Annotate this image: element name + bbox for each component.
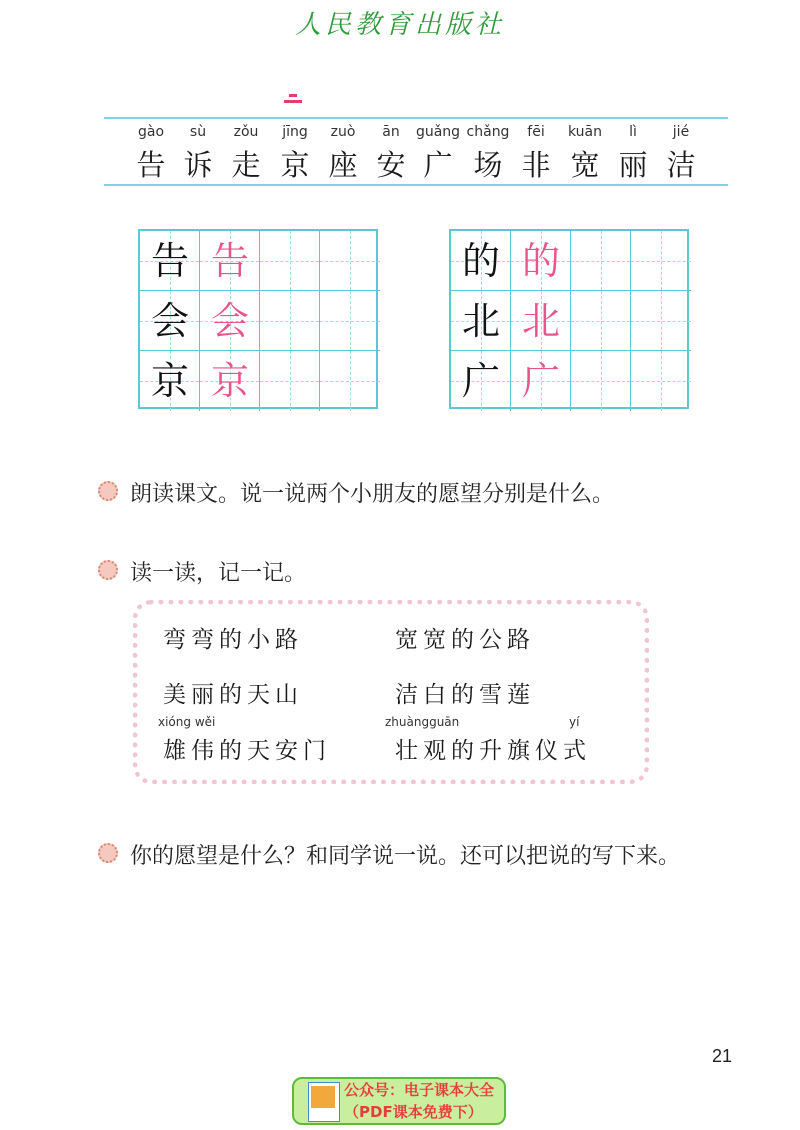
word-bar-hanzi (0, 143, 800, 182)
grid-practice-cell[interactable] (571, 351, 631, 411)
publisher-logo-text: 人民教育出版社 (294, 10, 505, 40)
pinyin-chang: chǎng (466, 124, 510, 140)
hanzi-su: 诉 (183, 148, 213, 182)
grid-model-char: 北 (461, 299, 500, 343)
pinyin-an: ān (382, 124, 400, 140)
hanzi-jie: 洁 (666, 148, 696, 182)
grid-trace-char: 京 (210, 359, 249, 403)
hanzi-kuan: 宽 (570, 148, 600, 182)
grid-practice-cell[interactable] (320, 231, 380, 291)
grid-model-char: 告 (150, 239, 189, 283)
pinyin-xiongwei: xióng wěi (158, 715, 216, 729)
grid-practice-cell[interactable] (260, 351, 320, 411)
task-share-wish: 你的愿望是什么？和同学说一说。还可以把说的写下来。 (130, 844, 681, 869)
pinyin-li: lì (629, 124, 637, 140)
flower-bullet-icon (98, 481, 118, 501)
flower-bullet-icon (98, 843, 118, 863)
grid-trace-char: 告 (210, 239, 249, 283)
grid-practice-cell[interactable] (571, 291, 631, 351)
writing-grid-left (138, 229, 378, 409)
grid-practice-cell[interactable] (631, 291, 691, 351)
grid-practice-cell[interactable] (631, 231, 691, 291)
grid-model-char: 的 (461, 239, 500, 283)
hanzi-zou: 走 (231, 148, 261, 182)
grid-practice-cell[interactable] (320, 291, 380, 351)
grid-model-char: 京 (150, 359, 189, 403)
word-bar-top-line (104, 117, 728, 119)
grid-model-char: 广 (461, 359, 500, 403)
hanzi-jing: 京 (280, 148, 310, 182)
badge-line-2: （PDF课本免费下） (344, 1103, 483, 1121)
word-bar-bottom-line (104, 184, 728, 186)
hanzi-guang: 广 (423, 148, 453, 182)
task-read-remember: 读一读，记一记。 (130, 561, 307, 586)
hanzi-li: 丽 (618, 148, 648, 182)
phrase-zhuangguan-shengqi: 壮观的升旗仪式 (395, 738, 591, 764)
badge-line-1: 公众号：电子课本大全 (344, 1081, 495, 1099)
hanzi-fei: 非 (521, 148, 551, 182)
pinyin-zou: zǒu (233, 124, 259, 140)
pinyin-jie: jié (672, 124, 690, 140)
grid-trace-char: 北 (521, 299, 560, 343)
hanzi-an: 安 (376, 148, 406, 182)
pinyin-kuan: kuān (567, 124, 603, 140)
phrase-jiebai-xuelian: 洁白的雪莲 (395, 682, 535, 708)
flower-bullet-icon (98, 560, 118, 580)
grid-practice-cell[interactable] (320, 351, 380, 411)
pinyin-jing: jīng (282, 124, 308, 140)
grid-trace-char: 的 (521, 239, 560, 283)
grid-practice-cell[interactable] (631, 351, 691, 411)
pinyin-zhuangguan: zhuàngguān (385, 715, 460, 729)
phrase-kuankuan-gonglu: 宽宽的公路 (395, 627, 535, 653)
hanzi-zuo: 座 (328, 148, 358, 182)
phrase-wanwan-xiaolu: 弯弯的小路 (163, 627, 303, 653)
grid-practice-cell[interactable] (260, 291, 320, 351)
word-bar-pinyin (0, 124, 800, 144)
page-number: 21 (711, 1046, 732, 1066)
hanzi-chang: 场 (473, 148, 503, 182)
grid-trace-char: 广 (521, 359, 560, 403)
book-cover-icon (311, 1086, 335, 1108)
lesson-marker-base (284, 100, 302, 103)
grid-model-char: 会 (150, 299, 189, 343)
pinyin-zuo: zuò (330, 124, 356, 140)
lesson-marker (289, 94, 297, 97)
grid-practice-cell[interactable] (260, 231, 320, 291)
writing-grid-right (449, 229, 689, 409)
grid-trace-char: 会 (210, 299, 249, 343)
hanzi-gao: 告 (136, 148, 166, 182)
pinyin-su: sù (189, 124, 207, 140)
phrase-xiongwei-tiananmen: 雄伟的天安门 (163, 738, 331, 764)
pinyin-yi: yí (569, 715, 580, 729)
pinyin-guang: guǎng (415, 124, 461, 140)
phrase-meili-tianshan: 美丽的天山 (163, 682, 303, 708)
pinyin-gao: gào (137, 124, 165, 140)
pinyin-fei: fēi (527, 124, 545, 140)
grid-practice-cell[interactable] (571, 231, 631, 291)
task-read-aloud: 朗读课文。说一说两个小朋友的愿望分别是什么。 (130, 482, 615, 507)
